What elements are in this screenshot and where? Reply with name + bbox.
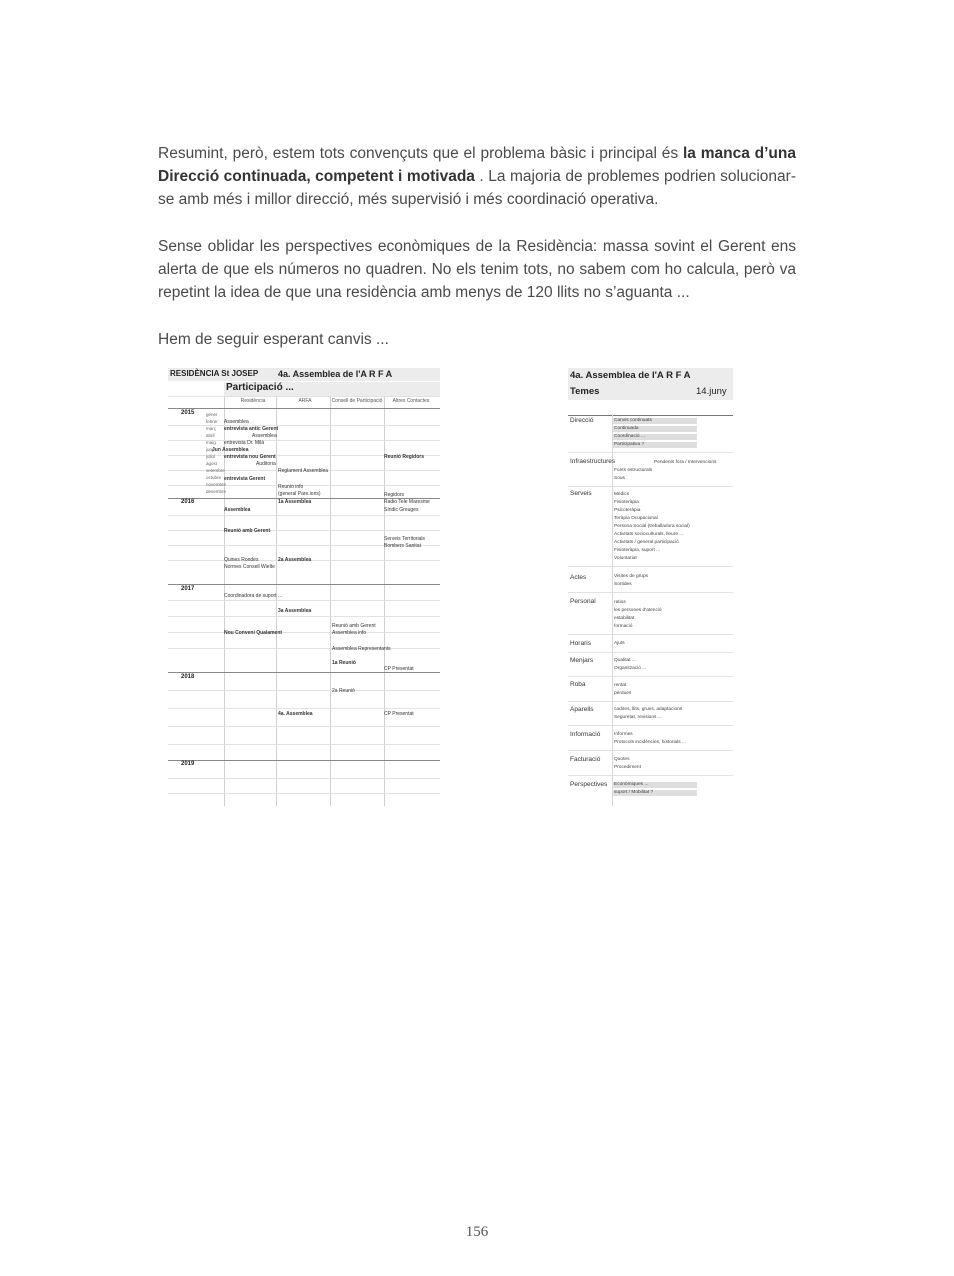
event: entrevista Dr. Milà bbox=[224, 440, 265, 446]
section-item: Sous bbox=[614, 476, 625, 481]
section-item: Activitats / general participació bbox=[614, 540, 679, 545]
event: Bombers Sanitat bbox=[384, 543, 421, 549]
event: CP Presentat bbox=[384, 711, 414, 717]
section-label: Informació bbox=[570, 731, 601, 738]
event: Quines Rondes bbox=[224, 557, 259, 563]
section-item: Fisioteràpia bbox=[614, 500, 639, 505]
page-number: 156 bbox=[465, 1224, 489, 1240]
event: 4a. Assemblea bbox=[278, 711, 313, 717]
section-label: Serveis bbox=[570, 490, 592, 497]
event: Reunió amb Gerent bbox=[224, 528, 271, 534]
event: Reunió info bbox=[278, 484, 304, 490]
section-item: Qualitat ... bbox=[614, 658, 636, 663]
section-item: les persones d'atenció bbox=[614, 608, 662, 613]
topics-table-image bbox=[568, 368, 733, 806]
event: Assemblea bbox=[252, 433, 277, 439]
paragraph-1 bbox=[158, 142, 796, 211]
section-item: estabilitat bbox=[614, 616, 635, 621]
year-label: 2017 bbox=[181, 586, 195, 592]
paragraph-2: Sense oblidar les perspectives econòmiques de la Residència: massa sovint el Gerent ens alerta de que els números no quadren. No els tenim tots, no sabem com ho calcula, però va repetint la idea de que una residència amb menys de 120 llits no s’aguanta ... bbox=[158, 238, 796, 301]
event: Assemblea Representants bbox=[332, 646, 391, 652]
month-label: març bbox=[206, 426, 216, 431]
section-item: Quotes bbox=[614, 757, 630, 762]
section-label: Direcció bbox=[570, 417, 594, 424]
participation-table-image bbox=[168, 368, 440, 806]
section-item: rentat bbox=[614, 683, 627, 688]
section-label: Horaris bbox=[570, 640, 591, 647]
event: 2a Assemblea bbox=[278, 557, 312, 563]
p1-text-end: . La majoria de problemes podrien solucionar-se amb més i millor direcció, més supervisió i més coordinació operativa. bbox=[158, 168, 796, 208]
event: Normes Consell Wielte bbox=[224, 564, 275, 570]
month-label: setembre bbox=[206, 468, 225, 473]
table-title-left: RESIDÈNCIA St JOSEP bbox=[170, 369, 259, 378]
p1-text: Resumint, però, estem tots convençuts que el problema bàsic i principal és bbox=[158, 145, 683, 162]
event: entrevista antic Gerent bbox=[224, 426, 279, 432]
event: Reunió amb Gerent bbox=[332, 623, 376, 629]
section-item: Canvis continuats bbox=[614, 418, 652, 423]
event: Jun Assemblea bbox=[212, 447, 249, 453]
section-label: Aparells bbox=[570, 706, 594, 713]
year-label: 2019 bbox=[181, 761, 195, 767]
section-item: Participativa ? bbox=[614, 442, 645, 447]
event: 1a Assemblea bbox=[278, 499, 312, 505]
column-header: ARFA bbox=[298, 398, 312, 404]
section-item: Coordinació ... bbox=[614, 434, 645, 439]
section-label: Menjars bbox=[570, 657, 594, 664]
month-label: octubre bbox=[206, 475, 222, 480]
month-label: desembre bbox=[206, 489, 227, 494]
event: Regidors bbox=[384, 492, 405, 498]
section-item: Protocols incidències, historials ... bbox=[614, 740, 686, 745]
event: 1a Reunió bbox=[332, 660, 356, 666]
month-label: febrer bbox=[206, 419, 218, 424]
topics-date: 14.juny bbox=[696, 386, 727, 397]
event: Reglament Assemblea bbox=[278, 468, 329, 474]
section-item: Persona Social (treballadora social) bbox=[614, 524, 690, 529]
p1-bold: la manca d’una Direcció continuada, competent i motivada bbox=[158, 145, 796, 185]
section-item: Informes bbox=[614, 732, 633, 737]
section-item: Activitats socioculturals, lleure ... bbox=[614, 532, 684, 537]
section-item: Organització ... bbox=[614, 666, 647, 671]
month-label: maig bbox=[206, 440, 216, 445]
section-item: Continuada bbox=[614, 426, 639, 431]
event: (general Pare.ions) bbox=[278, 491, 321, 497]
month-label: juliol bbox=[206, 454, 216, 459]
month-label: gener bbox=[206, 412, 218, 417]
event: entrevista nou Gerent bbox=[224, 454, 276, 460]
section-label: Facturació bbox=[570, 756, 601, 763]
section-item: Sortides bbox=[614, 582, 632, 587]
section-item: Fisioteràpia, suport ... bbox=[614, 548, 661, 553]
column-header: Consell de Participació bbox=[331, 398, 383, 404]
topics-title: 4a. Assemblea de l'A R F A bbox=[570, 370, 691, 381]
column-header: Altres Contactes bbox=[392, 398, 430, 404]
event: entrevista Gerent bbox=[224, 476, 266, 482]
section-item: Pendents fora / Intervencions bbox=[654, 460, 717, 465]
event: Síndic Greuges bbox=[384, 507, 419, 513]
section-item: Teràpia Ocupacional bbox=[614, 516, 658, 521]
event: CP Presentat bbox=[384, 666, 414, 672]
event: Serveis Territorials bbox=[384, 536, 426, 542]
table-subtitle: Participació ... bbox=[224, 382, 440, 396]
section-label: Perspectives bbox=[570, 781, 608, 788]
section-item: Visites de grups bbox=[614, 574, 649, 579]
event: Radio Tele Maresme bbox=[384, 499, 430, 505]
column-header: Residència bbox=[240, 398, 266, 404]
section-item: Psicoteràpia bbox=[614, 508, 641, 513]
year-label: 2018 bbox=[181, 674, 195, 680]
month-label: juny bbox=[206, 447, 215, 452]
year-label: 2015 bbox=[181, 410, 195, 416]
event: Coordinadora de suport ... bbox=[224, 593, 283, 599]
month-label: novembre bbox=[206, 482, 227, 487]
section-item: pèrdues bbox=[614, 691, 632, 696]
event: Reunió Regidors bbox=[384, 454, 425, 460]
event: Auditoria bbox=[256, 461, 276, 467]
section-label: Infraestructures bbox=[570, 458, 616, 465]
section-item: Ajuts bbox=[614, 641, 625, 646]
section-item: formació bbox=[614, 624, 633, 629]
month-label: abril bbox=[206, 433, 215, 438]
section-item: Fonts estructurals bbox=[614, 468, 653, 473]
event: 2a Reunió bbox=[332, 688, 355, 694]
event: Assemblea bbox=[224, 419, 249, 425]
section-item: Econòmiques ... bbox=[614, 782, 649, 787]
section-item: Mèdics bbox=[614, 492, 630, 497]
section-label: Roba bbox=[570, 681, 586, 688]
event: 3a Assemblea bbox=[278, 608, 312, 614]
section-item: Voluntariat bbox=[614, 556, 637, 561]
paragraph-3: Hem de seguir esperant canvis ... bbox=[158, 331, 389, 348]
year-label: 2016 bbox=[181, 499, 195, 505]
table-title-right: 4a. Assemblea de l'A R F A bbox=[278, 369, 393, 379]
event: Assemblea bbox=[224, 507, 251, 513]
section-item: cadires, llits, grues, adaptacions bbox=[614, 707, 683, 712]
section-item: ratios bbox=[614, 600, 626, 605]
event: Nou Conveni Qualament bbox=[224, 630, 283, 636]
section-label: Personal bbox=[570, 598, 596, 605]
section-label: Actes bbox=[570, 574, 587, 581]
section-item: suport / Mobilitat ? bbox=[614, 790, 654, 795]
section-item: Seguretat, revisions ... bbox=[614, 715, 662, 720]
event: Assemblea info bbox=[332, 630, 367, 636]
topics-label: Temes bbox=[570, 386, 600, 397]
month-label: agost bbox=[206, 461, 218, 466]
section-item: Procediment bbox=[614, 765, 641, 770]
